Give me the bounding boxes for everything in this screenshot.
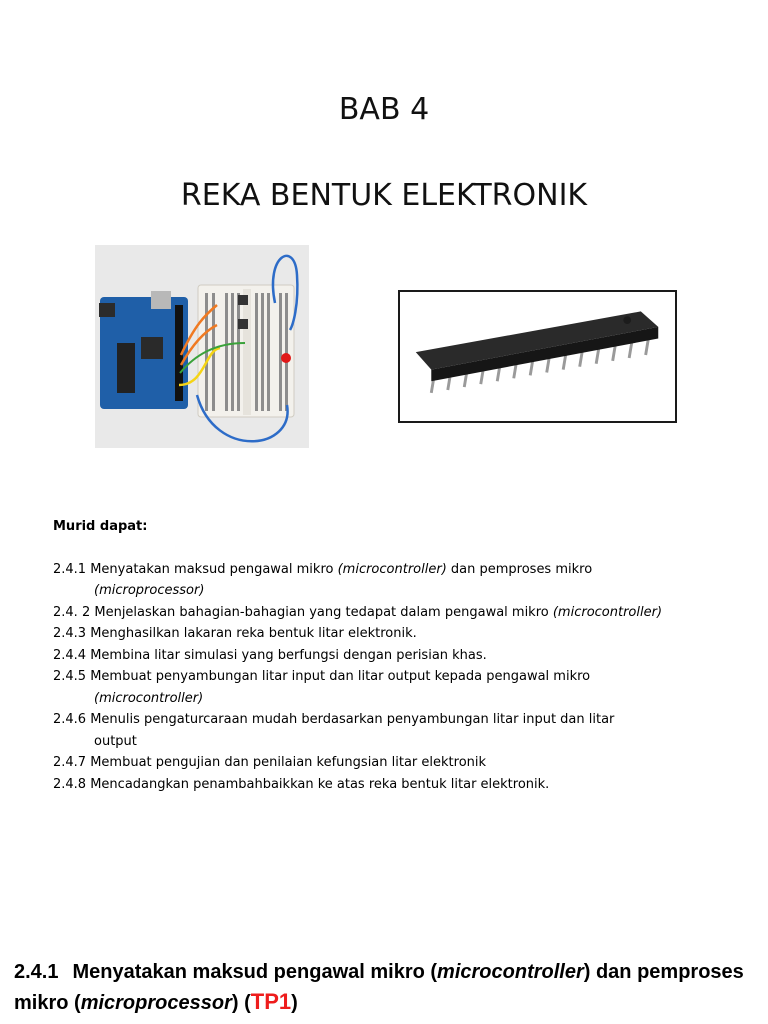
objective-term: (microcontroller) bbox=[337, 561, 447, 577]
objective-2-4-2 bbox=[53, 602, 753, 624]
objective-code: 2.4.4 bbox=[53, 647, 87, 663]
heading-text: ) ( bbox=[231, 992, 251, 1014]
objective-2-4-5 bbox=[53, 666, 753, 709]
objective-term: (microprocessor) bbox=[94, 583, 205, 598]
heading-text: ) dan pemproses mikro ( bbox=[14, 961, 744, 1014]
objective-2-4-8 bbox=[53, 774, 753, 796]
objective-code: 2.4.1 bbox=[53, 561, 87, 577]
objective-text: Membuat pengujian dan penilaian kefungsian litar elektronik bbox=[90, 755, 487, 770]
heading-term: microcontroller bbox=[437, 961, 584, 983]
objective-term: (microcontroller) bbox=[552, 604, 663, 620]
chapter-number: BAB 4 bbox=[338, 92, 430, 127]
objective-code: 2.4.7 bbox=[53, 755, 87, 770]
objective-text: Menjelaskan bahagian-bahagian yang tedapat dalam pengawal mikro bbox=[94, 604, 553, 620]
objective-code: 2.4.3 bbox=[53, 626, 87, 641]
objective-code: 2.4.8 bbox=[53, 776, 87, 792]
heading-term: microprocessor bbox=[80, 992, 232, 1014]
section-number: 2.4.1 bbox=[14, 961, 59, 983]
objectives-lead: Murid dapat: bbox=[53, 519, 148, 534]
objective-code: 2.4. 2 bbox=[53, 604, 91, 620]
objective-code: 2.4.6 bbox=[53, 712, 87, 727]
objective-text: Menyatakan maksud pengawal mikro bbox=[90, 561, 338, 577]
objective-text: Membina litar simulasi yang berfungsi dengan perisian khas. bbox=[90, 647, 487, 663]
objective-term: (microcontroller) bbox=[94, 690, 204, 706]
objective-text: dan pemproses mikro bbox=[446, 561, 593, 577]
objective-2-4-7 bbox=[53, 752, 753, 774]
chapter-title: REKA BENTUK ELEKTRONIK bbox=[180, 178, 588, 213]
objective-2-4-6 bbox=[53, 709, 753, 752]
objective-text: Menulis pengaturcaraan mudah berdasarkan penyambungan litar input dan litar bbox=[90, 712, 615, 727]
objective-text: Menghasilkan lakaran reka bentuk litar elektronik. bbox=[90, 626, 417, 641]
objective-2-4-1 bbox=[53, 559, 753, 602]
objective-text: output bbox=[94, 733, 137, 749]
objective-code: 2.4.5 bbox=[53, 669, 87, 684]
arduino-breadboard-photo bbox=[95, 245, 309, 448]
objective-text: Membuat penyambungan litar input dan litar output kepada pengawal mikro bbox=[90, 669, 591, 684]
objective-2-4-4 bbox=[53, 645, 753, 667]
learning-objectives bbox=[53, 516, 753, 795]
objective-text: Mencadangkan penambahbaikkan ke atas reka bentuk litar elektronik. bbox=[90, 776, 550, 792]
heading-text: ) bbox=[291, 992, 298, 1014]
section-heading bbox=[14, 957, 759, 1018]
objective-2-4-3 bbox=[53, 623, 753, 645]
heading-text: Menyatakan maksud pengawal mikro ( bbox=[72, 961, 438, 983]
tp-level-badge: TP1 bbox=[250, 989, 292, 1014]
ic-chip-photo bbox=[398, 290, 677, 423]
